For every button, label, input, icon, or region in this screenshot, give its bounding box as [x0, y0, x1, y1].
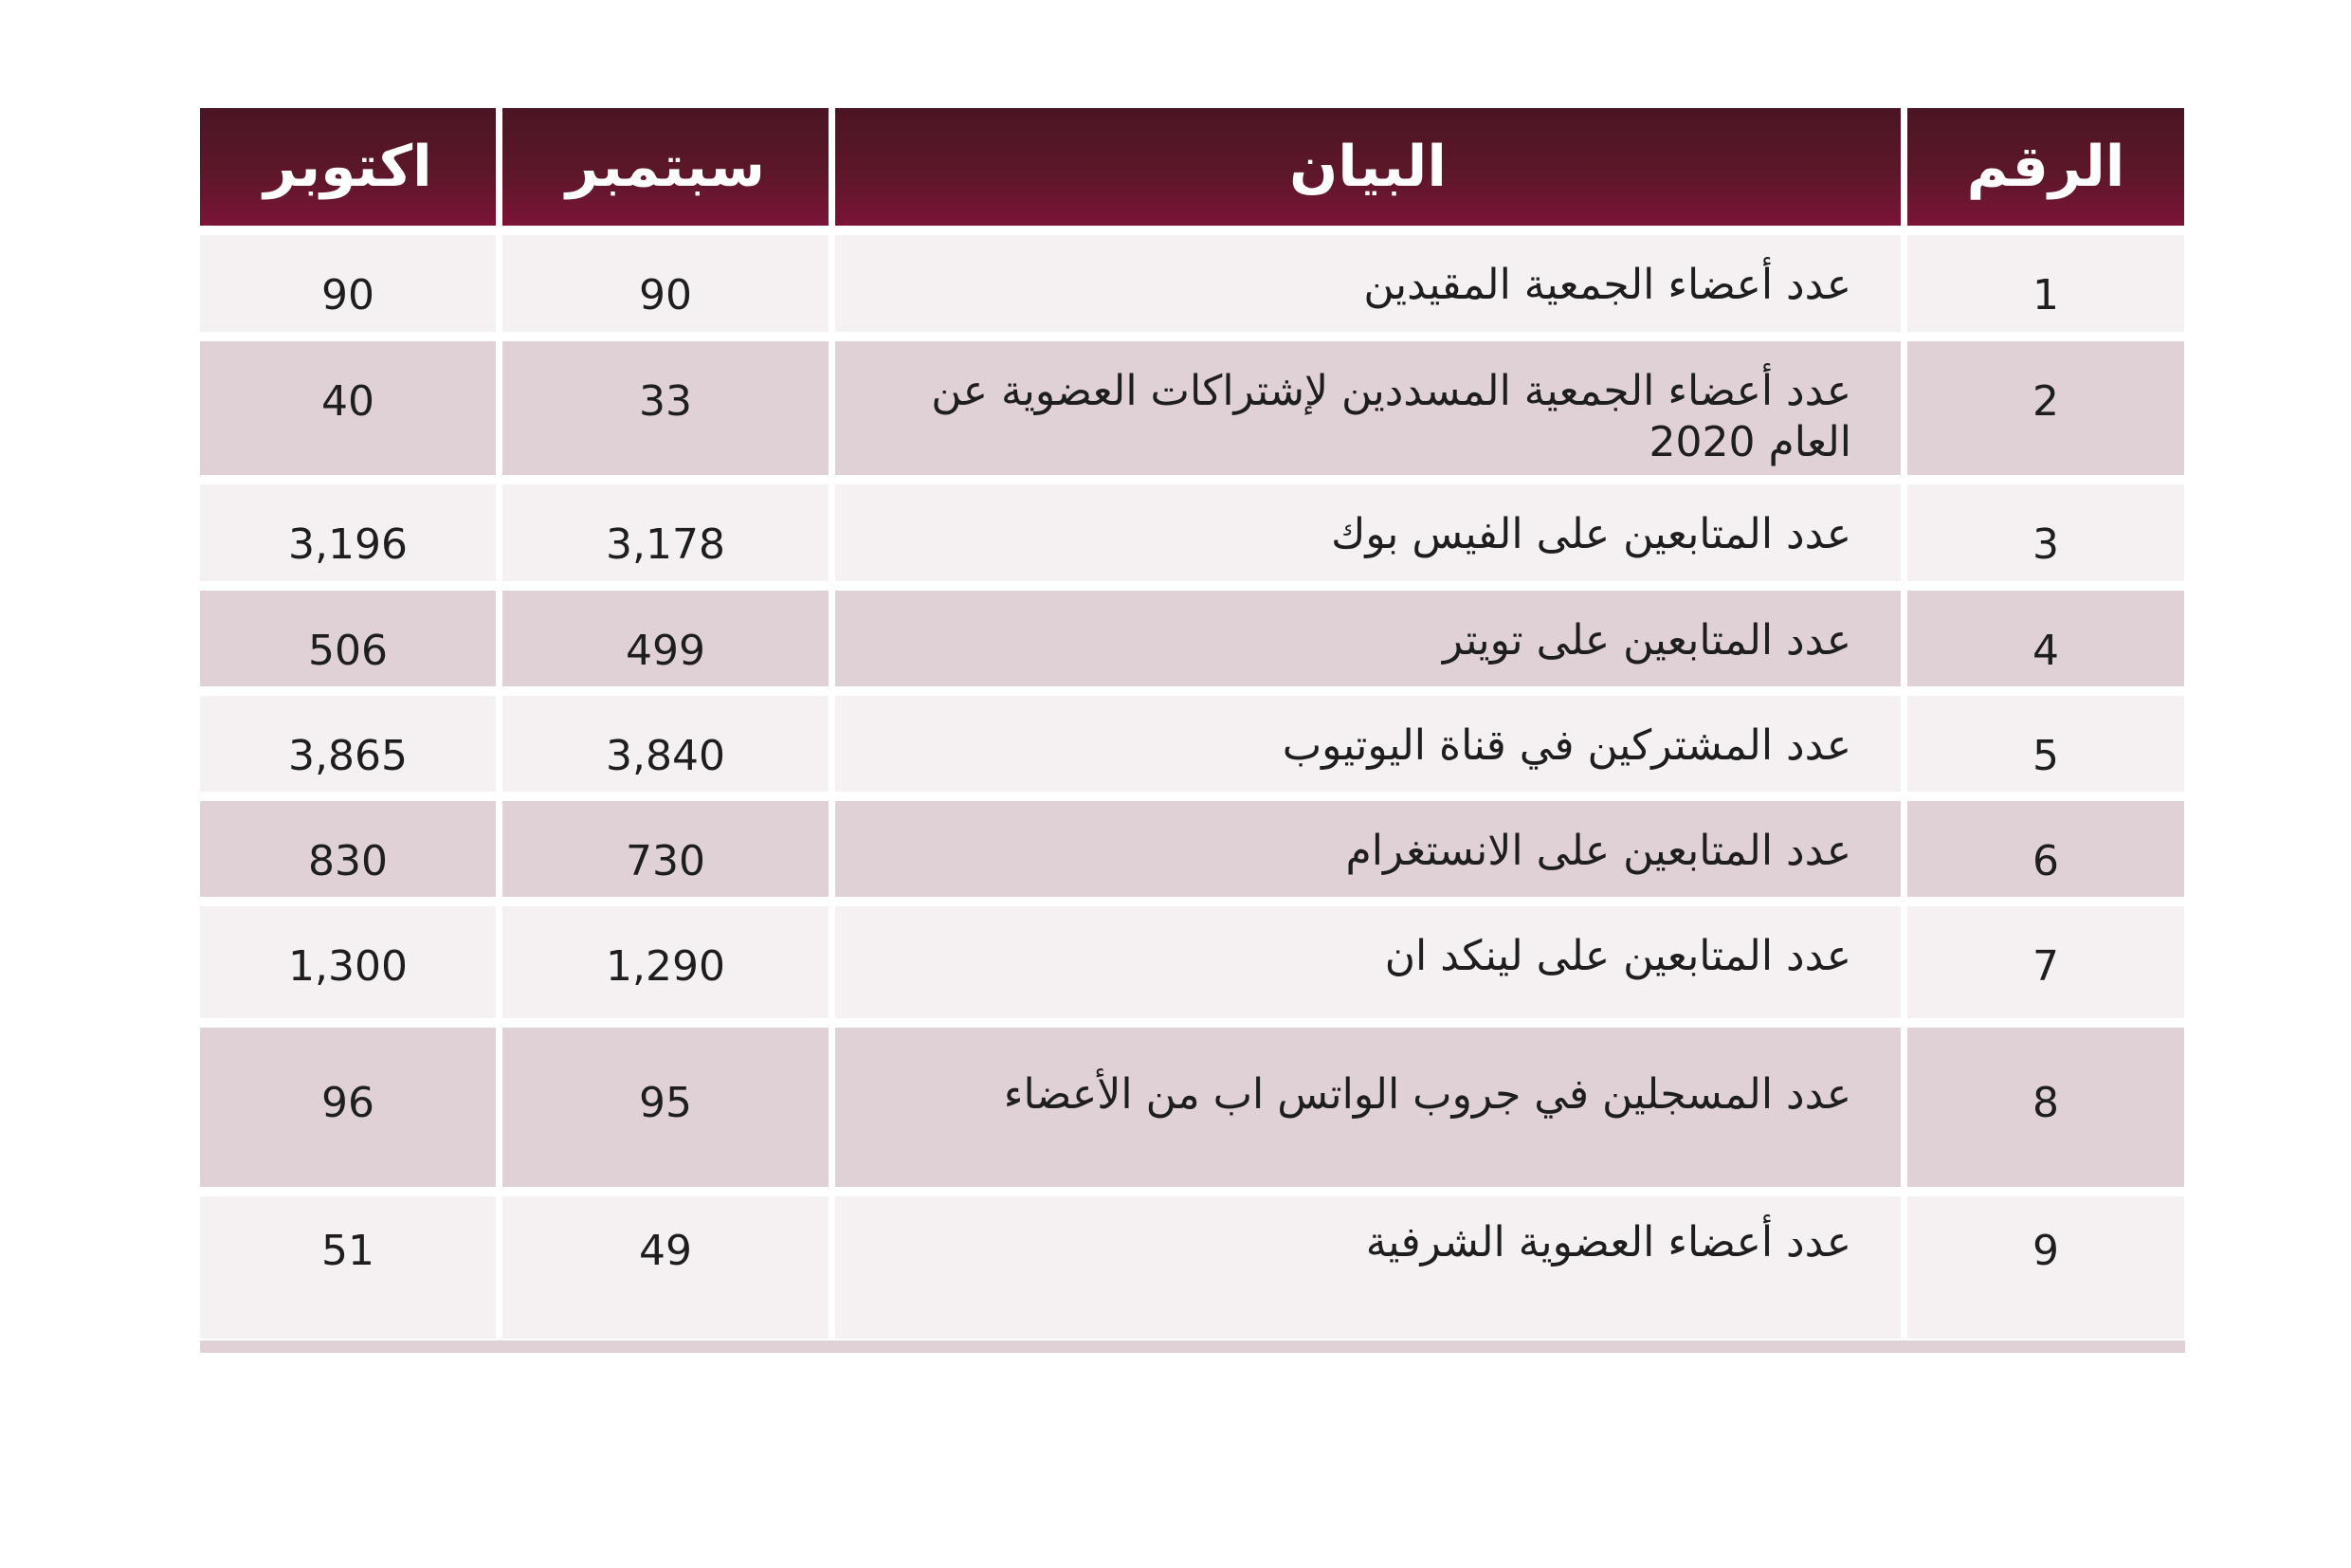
row-number: 9 [1907, 1196, 2184, 1339]
table-header-row [200, 108, 2184, 226]
table-row [200, 235, 2184, 332]
row-number: 3 [1907, 484, 2184, 581]
october-value: 96 [200, 1028, 496, 1187]
table-row [200, 696, 2184, 792]
october-value: 90 [200, 235, 496, 332]
row-description: عدد المتابعين على تويتر [835, 591, 1901, 686]
september-value: 49 [502, 1196, 829, 1339]
row-description: عدد أعضاء العضوية الشرفية [835, 1196, 1901, 1339]
october-value: 1,300 [200, 906, 496, 1018]
row-number: 6 [1907, 801, 2184, 897]
table-row [200, 591, 2184, 686]
table-row [200, 341, 2184, 475]
september-value: 1,290 [502, 906, 829, 1018]
september-value: 33 [502, 341, 829, 475]
october-value: 51 [200, 1196, 496, 1339]
table-row [200, 484, 2184, 581]
september-value: 3,840 [502, 696, 829, 792]
october-value: 830 [200, 801, 496, 897]
row-number: 1 [1907, 235, 2184, 332]
row-description: عدد المسجلين في جروب الواتس اب من الأعضاء [835, 1028, 1901, 1187]
row-description: عدد المتابعين على الفيس بوك [835, 484, 1901, 581]
september-value: 90 [502, 235, 829, 332]
header-september: سبتمبر [502, 108, 829, 226]
row-description: عدد المتابعين على لينكد ان [835, 906, 1901, 1018]
row-number: 5 [1907, 696, 2184, 792]
table-row [200, 1028, 2184, 1187]
row-description: عدد أعضاء الجمعية المسددين لإشتراكات العضوية عن العام 2020 [835, 341, 1901, 475]
october-value: 3,196 [200, 484, 496, 581]
october-value: 40 [200, 341, 496, 475]
row-number: 8 [1907, 1028, 2184, 1187]
header-description: البيان [835, 108, 1901, 226]
row-number: 4 [1907, 591, 2184, 686]
table-bottom-border [200, 1340, 2185, 1353]
september-value: 3,178 [502, 484, 829, 581]
october-value: 3,865 [200, 696, 496, 792]
row-number: 2 [1907, 341, 2184, 475]
row-number: 7 [1907, 906, 2184, 1018]
header-october: اكتوبر [200, 108, 496, 226]
row-description: عدد المشتركين في قناة اليوتيوب [835, 696, 1901, 792]
september-value: 730 [502, 801, 829, 897]
row-description: عدد المتابعين على الانستغرام [835, 801, 1901, 897]
row-description: عدد أعضاء الجمعية المقيدين [835, 235, 1901, 332]
table-row [200, 906, 2184, 1018]
table-row [200, 1196, 2184, 1339]
header-number: الرقم [1907, 108, 2184, 226]
september-value: 95 [502, 1028, 829, 1187]
table-row [200, 801, 2184, 897]
october-value: 506 [200, 591, 496, 686]
stats-table [193, 99, 2191, 1348]
september-value: 499 [502, 591, 829, 686]
